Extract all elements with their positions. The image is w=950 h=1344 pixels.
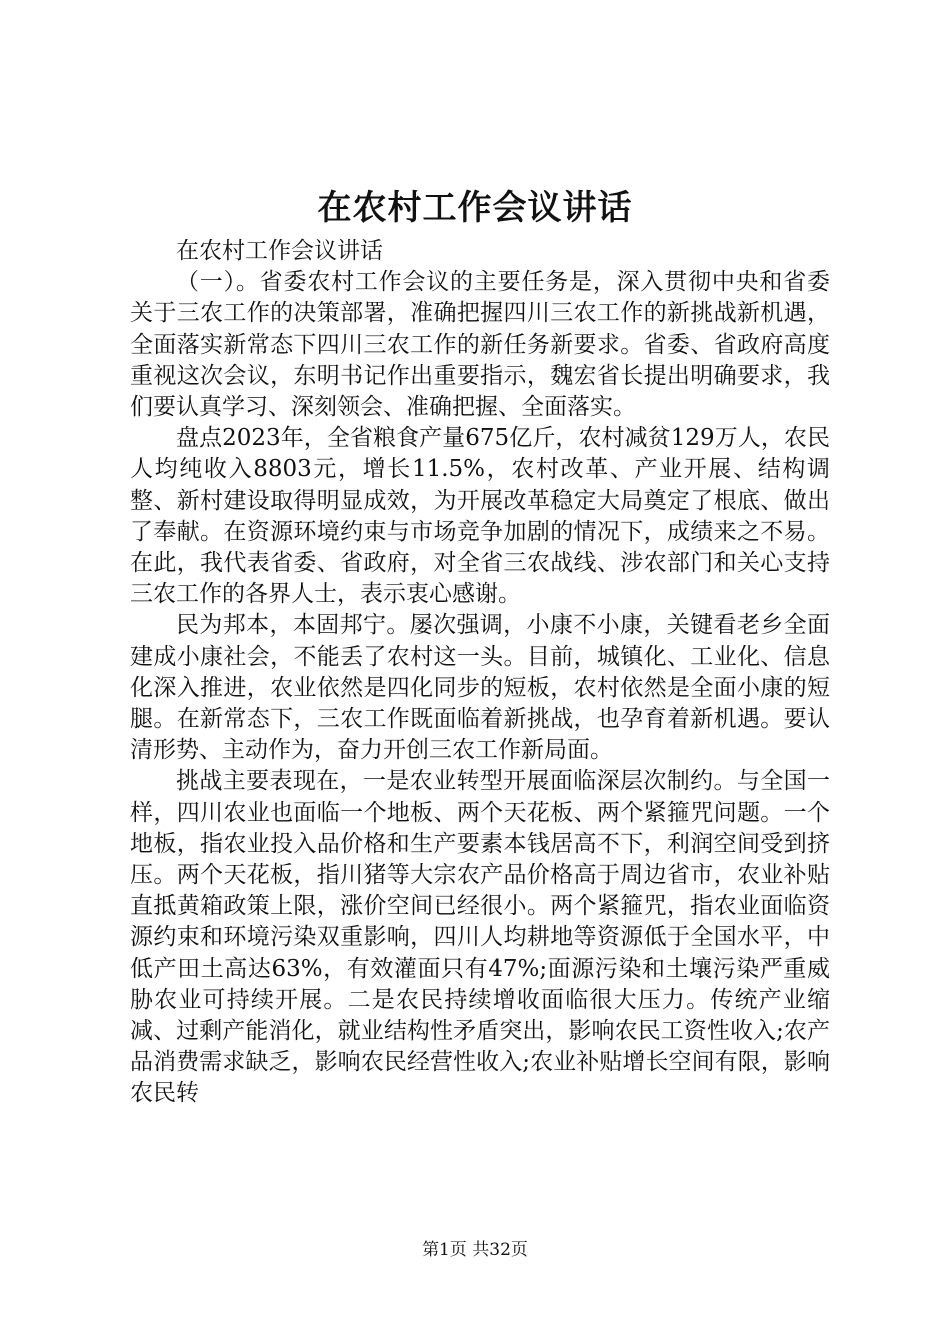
- document-body: [130, 236, 830, 1110]
- document-title: 在农村工作会议讲话: [317, 188, 633, 228]
- paragraph: 民为邦本，本固邦宁。屡次强调，小康不小康，关键看老乡全面建成小康社会，不能丢了农村这一头。目前，城镇化、工业化、信息化深入推进，农业依然是四化同步的短板，农村依然是全面小康的短腿。在新常态下，三农工作既面临着新挑战，也孕育着新机遇。要认清形势、主动作为，奋力开创三农工作新局面。: [130, 612, 830, 764]
- paragraph-heading: 在农村工作会议讲话: [176, 238, 383, 264]
- paragraph: 盘点2023年，全省粮食产量675亿斤，农村减贫129万人，农民人均纯收入8803元，增长11.5%，农村改革、产业开展、结构调整、新村建设取得明显成效，为开展改革稳定大局奠定了根底、做出了奉献。在资源环境约束与市场竞争加剧的情况下，成绩来之不易。在此，我代表省委、省政府，对全省三农战线、涉农部门和关心支持三农工作的各界人士，表示衷心感谢。: [130, 425, 830, 608]
- page-number-footer: 第1页 共32页: [422, 1240, 528, 1260]
- paragraph: 挑战主要表现在，一是农业转型开展面临深层次制约。与全国一样，四川农业也面临一个地板、两个天花板、两个紧箍咒问题。一个地板，指农业投入品价格和生产要素本钱居高不下，利润空间受到挤压。两个天花板，指川猪等大宗农产品价格高于周边省市，农业补贴直抵黄箱政策上限，涨价空间已经很小。两个紧箍咒，指农业面临资源约束和环境污染双重影响，四川人均耕地等资源低于全国水平，中低产田土高达63%，有效灌面只有47%;面源污染和土壤污染严重威胁农业可持续开展。二是农民持续增收面临很大压力。传统产业缩减、过剩产能消化，就业结构性矛盾突出，影响农民工资性收入;农产品消费需求缺乏，影响农民经营性收入;农业补贴增长空间有限，影响农民转: [130, 768, 830, 1107]
- paragraph: （一）。省委农村工作会议的主要任务是，深入贯彻中央和省委关于三农工作的决策部署，准确把握四川三农工作的新挑战新机遇，全面落实新常态下四川三农工作的新任务新要求。省委、省政府高度重视这次会议，东明书记作出重要指示，魏宏省长提出明确要求，我们要认真学习、深刻领会、准确把握、全面落实。: [130, 269, 830, 421]
